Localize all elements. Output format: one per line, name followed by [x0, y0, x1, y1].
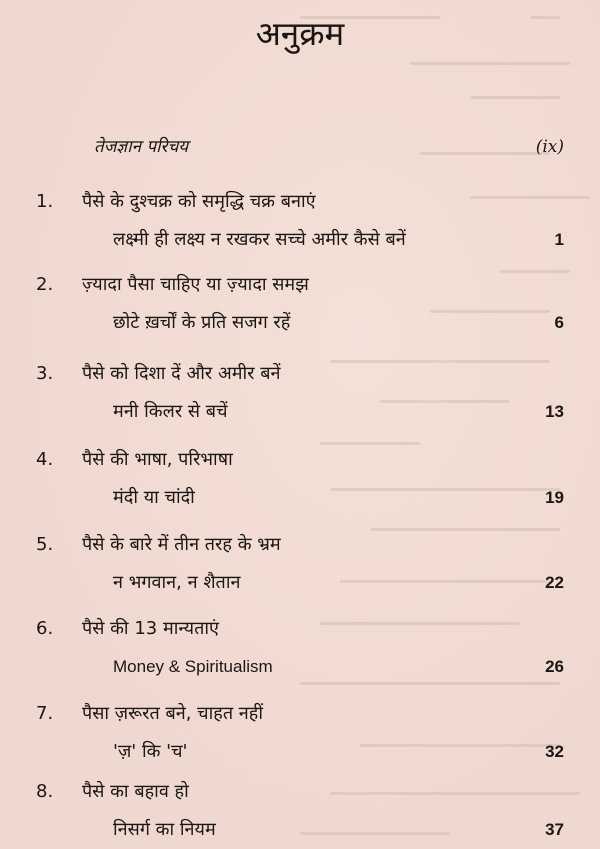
entry-page-number: 1 [554, 230, 564, 249]
entry-title: पैसे का बहाव हो [82, 781, 189, 802]
entry-number: 8. [36, 781, 54, 802]
entry-subtitle: छोटे ख़र्चों के प्रति सजग रहें [113, 312, 291, 333]
intro-entry [94, 135, 564, 159]
entry-number: 2. [36, 274, 54, 295]
entry-title: पैसे की भाषा, परिभाषा [82, 449, 233, 470]
entry-title: पैसे के दुश्चक्र को समृद्धि चक्र बनाएं [82, 191, 316, 212]
entry-title: ज़्यादा पैसा चाहिए या ज़्यादा समझ [82, 274, 309, 295]
entry-subtitle: मंदी या चांदी [113, 487, 195, 508]
entry-title: पैसा ज़रूरत बने, चाहत नहीं [82, 703, 264, 724]
entry-number: 6. [36, 618, 54, 639]
entry-number: 5. [36, 534, 54, 555]
entry-subtitle: मनी किलर से बचें [113, 401, 228, 422]
intro-label: तेजज्ञान परिचय [94, 137, 189, 157]
entry-page-number: 26 [545, 657, 564, 676]
entry-number: 4. [36, 449, 54, 470]
entry-page-number: 6 [554, 313, 564, 332]
entry-subtitle: निसर्ग का नियम [113, 819, 216, 840]
entry-subtitle: Money & Spiritualism [113, 657, 273, 676]
page-title: अनुक्रम [255, 14, 345, 53]
entry-page-number: 19 [545, 488, 564, 507]
entry-page-number: 22 [545, 573, 564, 592]
entry-title: पैसे की 13 मान्यताएं [82, 618, 219, 639]
entry-title: पैसे को दिशा दें और अमीर बनें [82, 363, 281, 384]
intro-page-number: (ix) [535, 137, 564, 157]
entry-subtitle: लक्ष्मी ही लक्ष्य न रखकर सच्चे अमीर कैसे बनें [113, 229, 406, 250]
entry-page-number: 32 [545, 742, 564, 761]
entry-page-number: 37 [545, 820, 564, 839]
entry-number: 3. [36, 363, 54, 384]
entry-subtitle: 'ज़' कि 'च' [113, 741, 188, 762]
entry-number: 1. [36, 191, 54, 212]
entry-number: 7. [36, 703, 54, 724]
entry-title: पैसे के बारे में तीन तरह के भ्रम [82, 534, 281, 555]
entry-page-number: 13 [545, 402, 564, 421]
entry-subtitle: न भगवान, न शैतान [113, 572, 241, 593]
